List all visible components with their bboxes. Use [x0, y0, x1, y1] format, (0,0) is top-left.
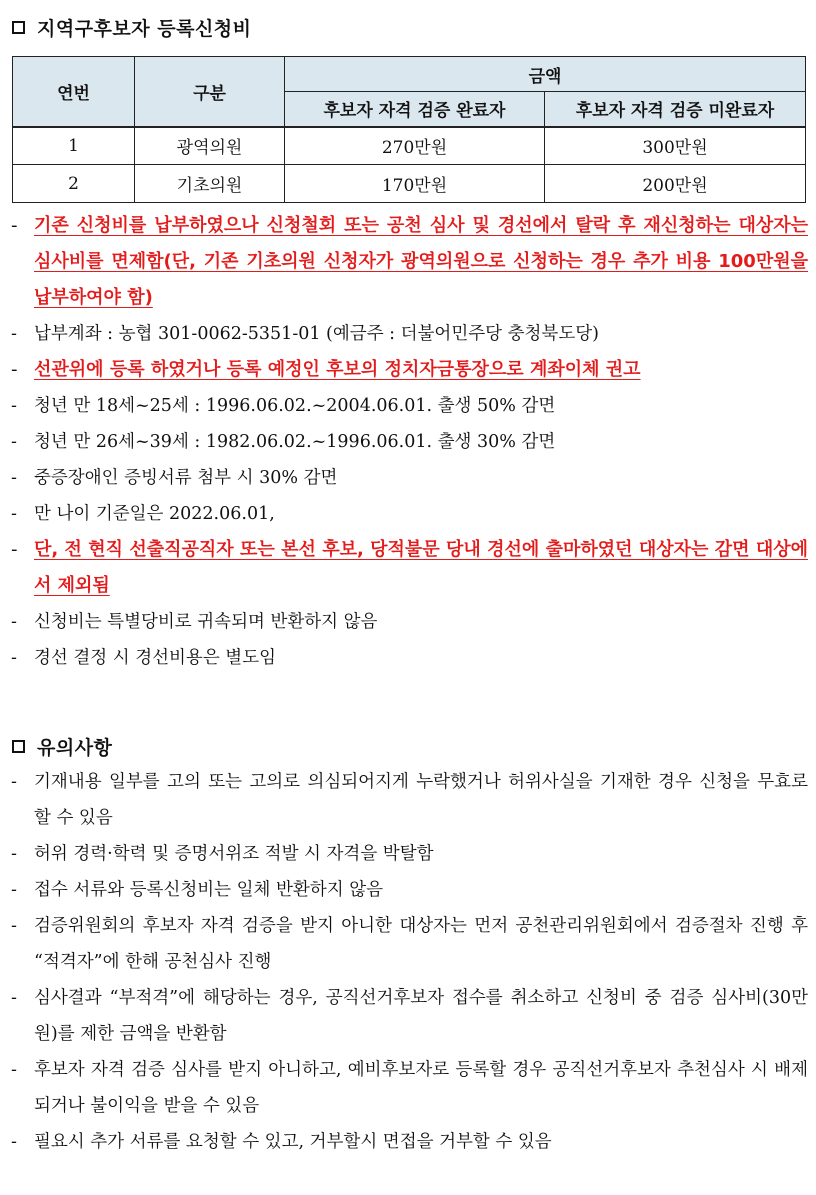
notice-item [0, 836, 816, 872]
fee-note-text: 기존 신청비를 납부하였으나 신청철회 또는 공천 심사 및 경선에서 탈락 후 재신청하는 대상자는 심사비를 면제함(단, 기존 기초의원 신청자가 광역의원으로 신청하는 경우 추가 비용 100만원을 납부하여야 함) [34, 215, 808, 308]
notice-text: 접수 서류와 등록신청비는 일체 반환하지 않음 [34, 880, 384, 900]
header-not-completed: 후보자 자격 검증 미완료자 [545, 92, 806, 127]
notice-item [0, 1124, 816, 1160]
fee-note-item [0, 604, 816, 640]
dash-bullet: - [11, 772, 17, 792]
fee-note-item [0, 640, 816, 676]
table-row [13, 127, 806, 165]
fee-note-item [0, 424, 816, 460]
dash-bullet: - [11, 612, 17, 632]
notice-item [0, 764, 816, 836]
notice-text: 검증위원회의 후보자 자격 검증을 받지 아니한 대상자는 먼저 공천관리위원회에서 검증절차 진행 후 “적격자”에 한해 공천심사 진행 [34, 916, 808, 972]
dash-bullet: - [11, 539, 18, 560]
fee-note-item [0, 352, 816, 388]
checkbox-square-icon [12, 21, 25, 34]
fee-note-item [0, 532, 816, 604]
checkbox-square-icon [12, 740, 25, 753]
notice-text: 기재내용 일부를 고의 또는 고의로 의심되어지게 누락했거나 허위사실을 기재한 경우 신청을 무효로 할 수 있음 [34, 772, 808, 828]
dash-bullet: - [11, 916, 17, 936]
dash-bullet: - [11, 432, 17, 452]
dash-bullet: - [11, 844, 17, 864]
fee-note-text: 청년 만 18세~25세 : 1996.06.02.~2004.06.01. 출생 50% 감면 [34, 396, 556, 416]
cell-no: 1 [13, 127, 135, 165]
notice-text: 필요시 추가 서류를 요청할 수 있고, 거부할시 면접을 거부할 수 있음 [34, 1132, 552, 1152]
notice-item [0, 980, 816, 1052]
fee-section-title: 지역구후보자 등록신청비 [37, 17, 252, 40]
dash-bullet: - [11, 324, 17, 344]
fee-notes-list [0, 208, 816, 676]
fee-note-text: 납부계좌 : 농협 301-0062-5351-01 (예금주 : 더불어민주당 충청북도당) [34, 324, 599, 344]
dash-bullet: - [11, 1060, 17, 1080]
cell-completed: 270만원 [285, 127, 545, 165]
fee-note-item [0, 208, 816, 316]
cell-category: 기초의원 [135, 165, 285, 203]
notice-list [0, 764, 816, 1160]
cell-completed: 170만원 [285, 165, 545, 203]
notice-section-title: 유의사항 [37, 736, 113, 759]
notice-text: 심사결과 “부적격”에 해당하는 경우, 공직선거후보자 접수를 취소하고 신청비 중 검증 심사비(30만원)를 제한 금액을 반환함 [34, 988, 808, 1044]
dash-bullet: - [11, 988, 17, 1008]
cell-no: 2 [13, 165, 135, 203]
fee-note-text: 단, 전 현직 선출직공직자 또는 본선 후보, 당적불문 당내 경선에 출마하였던 대상자는 감면 대상에서 제외됨 [34, 539, 808, 596]
dash-bullet: - [11, 1132, 17, 1152]
fee-note-text: 선관위에 등록 하였거나 등록 예정인 후보의 정치자금통장으로 계좌이체 권고 [34, 359, 641, 380]
fee-note-text: 중증장애인 증빙서류 첨부 시 30% 감면 [34, 468, 338, 488]
notice-text: 허위 경력·학력 및 증명서위조 적발 시 자격을 박탈함 [34, 844, 434, 864]
table-row [13, 165, 806, 203]
notice-section-heading [10, 731, 112, 761]
dash-bullet: - [11, 396, 17, 416]
fee-section-heading [10, 12, 252, 42]
header-no: 연번 [13, 57, 135, 127]
dash-bullet: - [11, 504, 17, 524]
dash-bullet: - [11, 359, 18, 380]
fee-note-text: 청년 만 26세~39세 : 1982.06.02.~1996.06.01. 출생 30% 감면 [34, 432, 556, 452]
cell-not-completed: 200만원 [545, 165, 806, 203]
fee-note-text: 경선 결정 시 경선비용은 별도임 [34, 648, 277, 668]
header-category: 구분 [135, 57, 285, 127]
header-completed: 후보자 자격 검증 완료자 [285, 92, 545, 127]
notice-item [0, 1052, 816, 1124]
dash-bullet: - [11, 648, 17, 668]
fee-note-text: 만 나이 기준일은 2022.06.01, [34, 504, 275, 524]
cell-category: 광역의원 [135, 127, 285, 165]
fee-table [12, 56, 806, 203]
fee-note-item [0, 460, 816, 496]
dash-bullet: - [11, 215, 18, 236]
header-amount: 금액 [285, 57, 806, 92]
fee-note-text: 신청비는 특별당비로 귀속되며 반환하지 않음 [34, 612, 378, 632]
notice-item [0, 872, 816, 908]
dash-bullet: - [11, 880, 17, 900]
fee-note-item [0, 388, 816, 424]
fee-note-item [0, 316, 816, 352]
cell-not-completed: 300만원 [545, 127, 806, 165]
fee-note-item [0, 496, 816, 532]
notice-item [0, 908, 816, 980]
dash-bullet: - [11, 468, 17, 488]
notice-text: 후보자 자격 검증 심사를 받지 아니하고, 예비후보자로 등록할 경우 공직선거후보자 추천심사 시 배제 되거나 불이익을 받을 수 있음 [34, 1060, 808, 1116]
